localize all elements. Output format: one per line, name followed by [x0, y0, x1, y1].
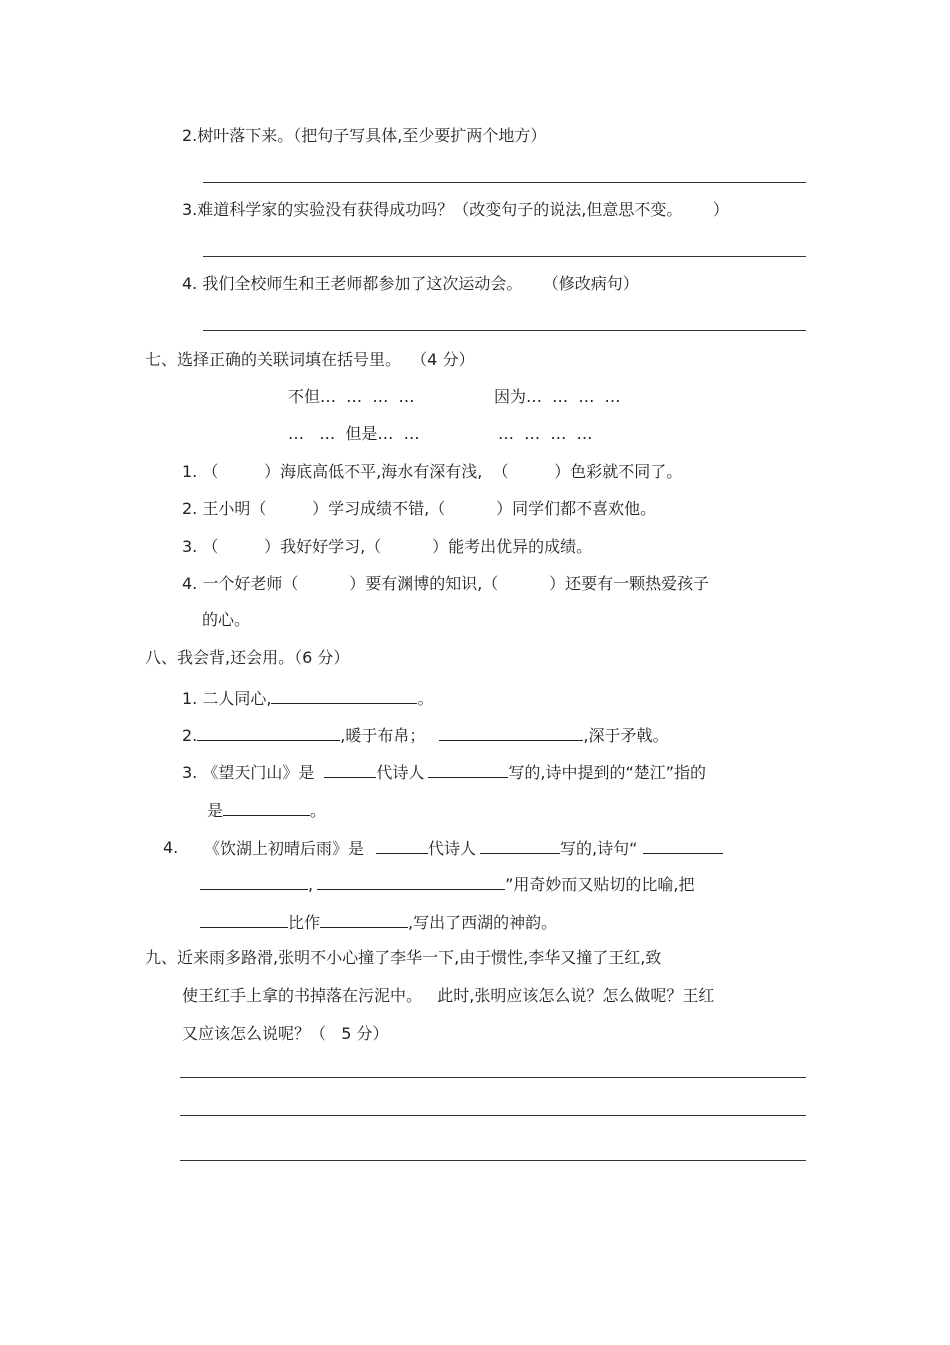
q9-line-3: 又应该怎么说呢？（ 5 分）: [182, 1024, 389, 1043]
fill-blank[interactable]: [320, 912, 408, 928]
fill-blank[interactable]: [324, 762, 376, 778]
q8-heading: 八、我会背,还会用。（6 分）: [145, 648, 350, 667]
q8-item-3: [182, 762, 706, 783]
q9-line-1: 九、近来雨多路滑,张明不小心撞了李华一下,由于惯性,李华又撞了王红,致: [145, 948, 662, 967]
q8-item-4-end: 写的,诗句“: [560, 839, 638, 858]
answer-line[interactable]: [203, 256, 806, 257]
fill-blank[interactable]: [200, 912, 288, 928]
q8-item-2-mid: ,暖于布帛；: [340, 726, 426, 745]
q6-item-2: 2.树叶落下来。（把句子写具体,至少要扩两个地方）: [182, 126, 547, 145]
fill-blank[interactable]: [197, 725, 340, 741]
fill-blank[interactable]: [271, 688, 417, 704]
fill-blank[interactable]: [480, 838, 560, 854]
fill-blank[interactable]: [317, 874, 505, 890]
q8-item-4-line2-end: ”用奇妙而又贴切的比喻,把: [505, 875, 695, 894]
q8-item-4-text: 《饮湖上初晴后雨》是: [204, 839, 365, 858]
q8-item-1-text: 1. 二人同心,: [182, 689, 272, 708]
fill-blank[interactable]: [200, 874, 308, 890]
fill-blank[interactable]: [223, 800, 310, 816]
q6-item-3: 3.难道科学家的实验没有获得成功吗？（改变句子的说法,但意思不变。 ）: [182, 200, 729, 219]
answer-line[interactable]: [203, 182, 806, 183]
q6-item-4: 4. 我们全校师生和王老师都参加了这次运动会。 （修改病句）: [182, 274, 639, 293]
q8-item-4-line3: [200, 912, 557, 933]
q8-item-4-number: 4.: [163, 838, 179, 857]
q7-word-option: … … 但是… …: [288, 424, 420, 443]
q8-item-4-compare: 比作: [288, 913, 321, 932]
q8-item-3-cont: [207, 800, 326, 821]
q8-item-3-text: 3. 《望天门山》是: [182, 763, 315, 782]
q8-item-3-mid: 代诗人: [376, 763, 425, 782]
q7-item-4-cont: 的心。: [202, 610, 251, 629]
q8-item-3-end: 写的,诗中提到的“楚江”指的: [508, 763, 707, 782]
q8-item-4-line3-end: ,写出了西湖的神韵。: [408, 913, 558, 932]
fill-blank[interactable]: [428, 762, 508, 778]
answer-line[interactable]: [180, 1160, 806, 1161]
answer-line[interactable]: [180, 1077, 806, 1078]
q7-heading: 七、选择正确的关联词填在括号里。 （4 分）: [145, 350, 475, 369]
q8-item-4-line2: [200, 874, 694, 895]
q7-word-option: 因为… … … …: [494, 387, 621, 406]
q7-item-4: 4. 一个好老师（ ）要有渊博的知识,（ ）还要有一颗热爱孩子: [182, 574, 710, 593]
answer-line[interactable]: [203, 330, 806, 331]
q8-item-4: [204, 838, 723, 859]
q8-item-1: [182, 688, 433, 709]
q7-item-2: 2. 王小明（ ）学习成绩不错,（ ）同学们都不喜欢他。: [182, 499, 657, 518]
q8-item-1-end: 。: [417, 689, 434, 708]
q7-item-3: 3. （ ）我好好学习,（ ）能考出优异的成绩。: [182, 537, 593, 556]
q7-item-1: 1. （ ）海底高低不平,海水有深有浅, （ ）色彩就不同了。: [182, 462, 683, 481]
q7-word-option: … … … …: [498, 424, 593, 443]
q8-item-4-comma: ,: [308, 875, 314, 894]
q8-item-3-line2-end: 。: [310, 801, 327, 820]
q8-item-2: [182, 725, 668, 746]
fill-blank[interactable]: [643, 838, 723, 854]
q8-item-4-mid: 代诗人: [428, 839, 477, 858]
q8-item-2-num: 2.: [182, 726, 198, 745]
q8-item-2-end: ,深于矛戟。: [583, 726, 669, 745]
q8-item-3-line2-text: 是: [207, 801, 224, 820]
q9-line-2: 使王红手上拿的书掉落在污泥中。 此时,张明应该怎么说？怎么做呢？王红: [182, 986, 715, 1005]
fill-blank[interactable]: [439, 725, 583, 741]
q7-word-option: 不但… … … …: [288, 387, 415, 406]
answer-line[interactable]: [180, 1115, 806, 1116]
fill-blank[interactable]: [376, 838, 428, 854]
